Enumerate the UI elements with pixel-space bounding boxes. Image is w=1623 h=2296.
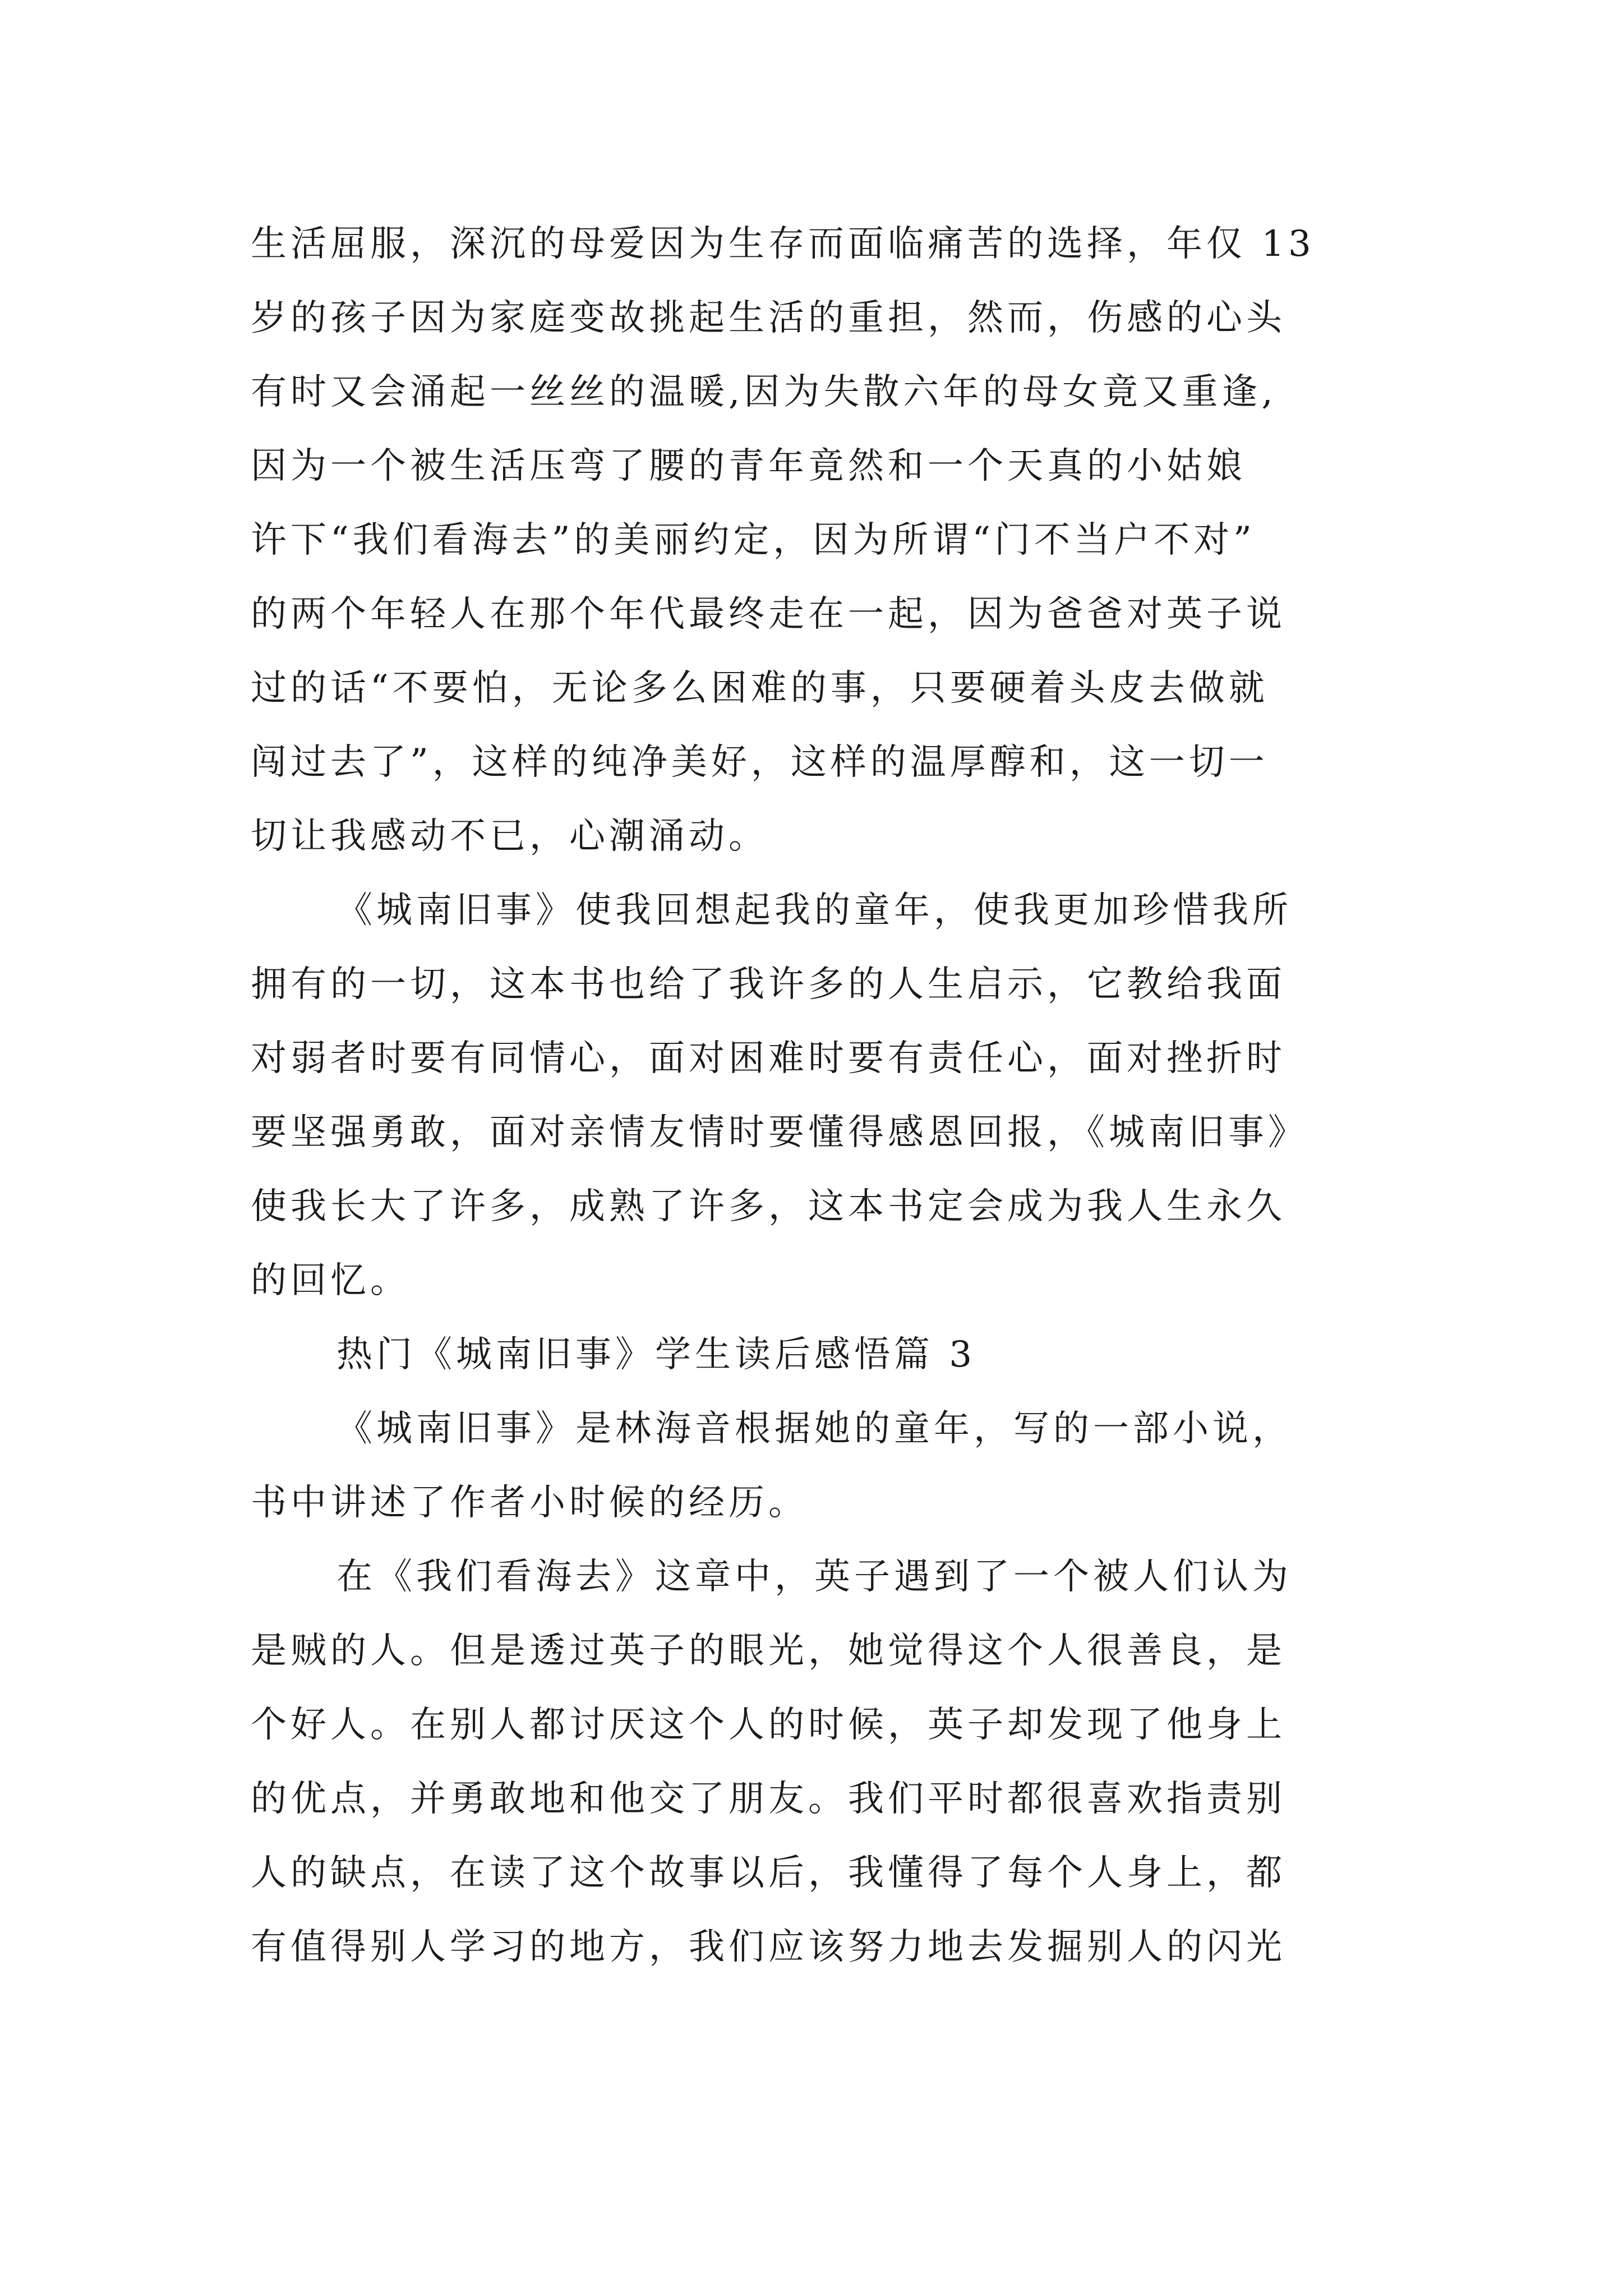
text-line: 有时又会涌起一丝丝的温暖,因为失散六年的母女竟又重逢,	[251, 371, 1277, 413]
text-line: 的优点，并勇敢地和他交了朋友。我们平时都很喜欢指责别	[251, 1778, 1286, 1820]
text-line: 的两个年轻人在那个年代最终走在一起，因为爸爸对英子说	[251, 593, 1286, 635]
text-line: 许下“我们看海去”的美丽约定，因为所谓“门不当户不对”	[251, 519, 1256, 561]
text-line: 因为一个被生活压弯了腰的青年竟然和一个天真的小姑娘	[251, 445, 1246, 487]
text-line: 生活屈服，深沉的母爱因为生存而面临痛苦的选择，年仅 13	[251, 223, 1315, 265]
text-line: 是贼的人。但是透过英子的眼光，她觉得这个人很善良，是	[251, 1630, 1286, 1672]
text-line: 对弱者时要有同情心，面对困难时要有责任心，面对挫折时	[251, 1038, 1286, 1079]
text-line: 闯过去了”，这样的纯净美好，这样的温厚醇和，这一切一	[251, 742, 1269, 783]
text-line: 个好人。在别人都讨厌这个人的时候，英子却发现了他身上	[251, 1704, 1286, 1746]
text-line: 拥有的一切，这本书也给了我许多的人生启示，它教给我面	[251, 964, 1286, 1005]
text-line: 过的话“不要怕，无论多么困难的事，只要硬着头皮去做就	[251, 668, 1269, 709]
text-line: 要坚强勇敢，面对亲情友情时要懂得感恩回报，《城南旧事》	[251, 1112, 1308, 1153]
text-line: 岁的孩子因为家庭变故挑起生活的重担，然而，伤感的心头	[251, 297, 1286, 339]
section-heading: 热门《城南旧事》学生读后感悟篇 3	[336, 1334, 976, 1375]
text-line: 使我长大了许多，成熟了许多，这本书定会成为我人生永久	[251, 1186, 1286, 1227]
paragraph-first-line: 《城南旧事》使我回想起我的童年，使我更加珍惜我所	[336, 890, 1292, 931]
text-line: 人的缺点，在读了这个故事以后，我懂得了每个人身上，都	[251, 1852, 1286, 1894]
paragraph-first-line: 《城南旧事》是林海音根据她的童年，写的一部小说，	[336, 1408, 1292, 1450]
text-line: 切让我感动不已，心潮涌动。	[251, 816, 768, 857]
text-line: 有值得别人学习的地方，我们应该努力地去发掘别人的闪光	[251, 1926, 1286, 1968]
text-line: 书中讲述了作者小时候的经历。	[251, 1482, 808, 1524]
paragraph-first-line: 在《我们看海去》这章中，英子遇到了一个被人们认为	[336, 1556, 1292, 1598]
text-line: 的回忆。	[251, 1260, 410, 1301]
